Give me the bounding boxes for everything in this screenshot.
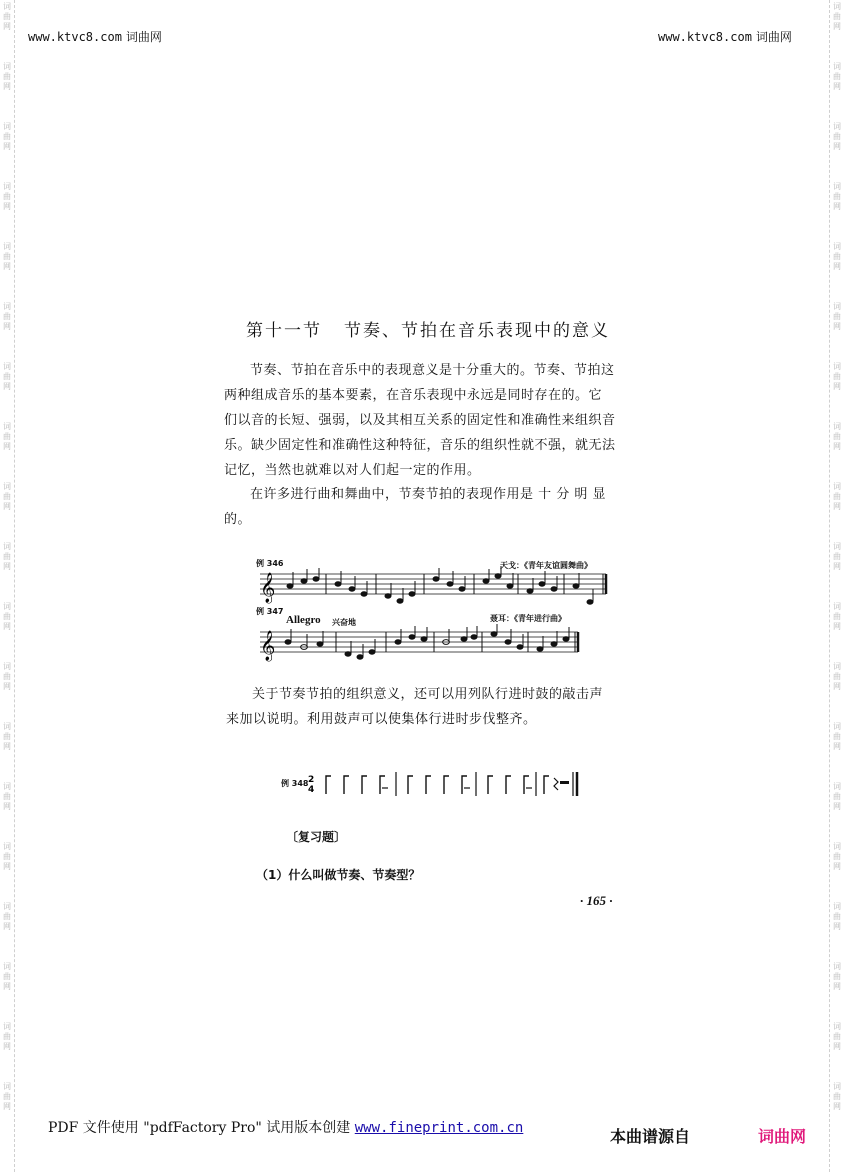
watermark-char: 词	[3, 722, 11, 731]
paragraph-line: 的。	[224, 512, 252, 527]
watermark-char: 词	[833, 902, 841, 911]
watermark-char: 词	[833, 722, 841, 731]
watermark-char: 网	[833, 142, 841, 151]
watermark-char: 曲	[833, 972, 841, 981]
watermark-char: 曲	[833, 852, 841, 861]
watermark-char: 曲	[3, 252, 11, 261]
example-347-tempo-cn: 兴奋地	[332, 618, 356, 627]
example-347-label: 例 347	[256, 607, 284, 616]
watermark-char: 词	[3, 602, 11, 611]
watermark-char: 曲	[833, 612, 841, 621]
header-left	[28, 26, 162, 45]
watermark-char: 曲	[833, 792, 841, 801]
watermark-char: 曲	[833, 192, 841, 201]
header-left-url[interactable]: www.ktvc8.com	[28, 30, 122, 44]
review-item-1: （1）什么叫做节奏、节奏型？	[256, 868, 421, 882]
watermark-char: 网	[833, 562, 841, 571]
paragraph-line: 来加以说明。利用鼓声可以使集体行进时步伐整齐。	[226, 712, 537, 727]
watermark-char: 曲	[833, 72, 841, 81]
watermark-char: 词	[833, 122, 841, 131]
header-left-site: 词曲网	[125, 30, 162, 44]
watermark-char: 网	[3, 322, 11, 331]
watermark-char: 曲	[833, 312, 841, 321]
watermark-char: 词	[833, 422, 841, 431]
watermark-char: 词	[833, 2, 841, 11]
watermark-char: 词	[3, 422, 11, 431]
watermark-char: 曲	[3, 432, 11, 441]
watermark-char: 网	[833, 982, 841, 991]
watermark-char: 词	[3, 542, 11, 551]
watermark-char: 曲	[833, 672, 841, 681]
watermark-char: 曲	[3, 672, 11, 681]
paragraph-1	[224, 358, 616, 483]
left-watermark-rail	[0, 0, 15, 1172]
paragraph-line: 乐。缺少固定性和准确性这种特征，音乐的组织性就不强，就无法	[224, 438, 616, 453]
watermark-char: 网	[833, 682, 841, 691]
watermark-char: 网	[3, 82, 11, 91]
watermark-char: 曲	[833, 732, 841, 741]
watermark-char: 网	[833, 502, 841, 511]
watermark-char: 曲	[3, 72, 11, 81]
paragraph-line: 记忆，当然也就难以对人们起一定的作用。	[224, 463, 481, 478]
watermark-char: 曲	[833, 252, 841, 261]
watermark-char: 曲	[3, 132, 11, 141]
paragraph-3	[226, 682, 603, 732]
watermark-char: 词	[3, 902, 11, 911]
section-heading	[246, 316, 610, 341]
example-347-credit: 聂耳：《青年进行曲》	[490, 614, 566, 623]
watermark-char: 网	[833, 1042, 841, 1051]
watermark-char: 网	[3, 862, 11, 871]
watermark-char: 曲	[3, 12, 11, 21]
watermark-char: 曲	[3, 972, 11, 981]
watermark-char: 网	[3, 802, 11, 811]
header-right-site: 词曲网	[755, 30, 792, 44]
watermark-char: 词	[3, 1082, 11, 1091]
example-348-rhythm	[308, 768, 582, 798]
watermark-char: 网	[3, 22, 11, 31]
watermark-char: 词	[833, 302, 841, 311]
watermark-char: 曲	[3, 312, 11, 321]
source-label: 本曲谱源自	[610, 1127, 691, 1146]
watermark-char: 网	[3, 742, 11, 751]
watermark-char: 词	[833, 962, 841, 971]
watermark-char: 网	[833, 862, 841, 871]
watermark-char: 词	[833, 662, 841, 671]
watermark-char: 词	[833, 62, 841, 71]
watermark-char: 网	[3, 922, 11, 931]
watermark-char: 网	[833, 382, 841, 391]
watermark-char: 曲	[833, 912, 841, 921]
watermark-char: 网	[3, 622, 11, 631]
watermark-char: 曲	[833, 432, 841, 441]
watermark-char: 词	[3, 302, 11, 311]
watermark-char: 网	[3, 382, 11, 391]
watermark-char: 词	[3, 362, 11, 371]
watermark-char: 曲	[3, 1092, 11, 1101]
header-right	[658, 26, 792, 45]
pdf-footer-link[interactable]: www.fineprint.com.cn	[354, 1120, 524, 1136]
watermark-char: 网	[833, 22, 841, 31]
paragraph-line: 两种组成音乐的基本要素，在音乐表现中永远是同时存在的。它	[224, 388, 603, 403]
watermark-char: 曲	[3, 192, 11, 201]
example-346-label: 例 346	[256, 559, 284, 568]
watermark-char: 网	[3, 682, 11, 691]
svg-text:𝄞: 𝄞	[260, 631, 276, 661]
watermark-char: 词	[3, 62, 11, 71]
watermark-char: 词	[3, 962, 11, 971]
watermark-char: 曲	[3, 1032, 11, 1041]
example-348-label: 例 348	[281, 779, 309, 788]
watermark-char: 曲	[833, 552, 841, 561]
watermark-char: 网	[833, 82, 841, 91]
watermark-char: 曲	[3, 852, 11, 861]
watermark-char: 网	[833, 922, 841, 931]
watermark-char: 词	[833, 242, 841, 251]
paragraph-line: 在许多进行曲和舞曲中，节奏节拍的表现作用是 十 分 明 显	[250, 487, 607, 502]
watermark-char: 词	[833, 1022, 841, 1031]
watermark-char: 网	[833, 262, 841, 271]
watermark-char: 网	[833, 202, 841, 211]
watermark-char: 网	[3, 1102, 11, 1111]
watermark-char: 网	[833, 802, 841, 811]
watermark-char: 网	[833, 1102, 841, 1111]
pdf-footer-text: PDF 文件使用 "pdfFactory Pro" 试用版本创建	[48, 1120, 351, 1136]
paragraph-2	[224, 482, 606, 532]
watermark-char: 网	[3, 982, 11, 991]
watermark-char: 词	[833, 542, 841, 551]
watermark-char: 曲	[3, 732, 11, 741]
watermark-char: 词	[3, 662, 11, 671]
watermark-char: 词	[833, 842, 841, 851]
watermark-char: 网	[833, 622, 841, 631]
watermark-char: 词	[833, 182, 841, 191]
watermark-char: 网	[833, 742, 841, 751]
watermark-char: 网	[833, 322, 841, 331]
watermark-char: 曲	[3, 612, 11, 621]
section-title: 节奏、节拍在音乐表现中的意义	[344, 321, 610, 341]
watermark-char: 词	[3, 782, 11, 791]
watermark-char: 曲	[833, 12, 841, 21]
watermark-char: 曲	[3, 912, 11, 921]
svg-text:𝄞: 𝄞	[260, 573, 276, 603]
example-346-credit: 天戈：《青年友谊圆舞曲》	[500, 561, 592, 570]
watermark-char: 词	[833, 482, 841, 491]
header-right-url[interactable]: www.ktvc8.com	[658, 30, 752, 44]
watermark-char: 曲	[833, 132, 841, 141]
watermark-char: 词	[833, 782, 841, 791]
watermark-char: 词	[3, 1022, 11, 1031]
watermark-char: 词	[3, 482, 11, 491]
watermark-char: 曲	[833, 372, 841, 381]
watermark-char: 网	[3, 562, 11, 571]
watermark-char: 网	[3, 142, 11, 151]
example-347-staff	[256, 624, 586, 662]
watermark-char: 曲	[3, 372, 11, 381]
watermark-char: 曲	[3, 492, 11, 501]
watermark-char: 曲	[833, 1032, 841, 1041]
watermark-char: 词	[833, 362, 841, 371]
example-346-staff	[256, 566, 612, 606]
watermark-char: 网	[3, 442, 11, 451]
right-watermark-rail	[829, 0, 844, 1172]
watermark-char: 网	[833, 442, 841, 451]
paragraph-line: 节奏、节拍在音乐中的表现意义是十分重大的。节奏、节拍这	[250, 363, 615, 378]
pdf-footer	[48, 1117, 523, 1137]
watermark-char: 网	[3, 1042, 11, 1051]
watermark-char: 词	[3, 182, 11, 191]
watermark-char: 曲	[3, 792, 11, 801]
watermark-char: 词	[833, 1082, 841, 1091]
watermark-char: 曲	[3, 552, 11, 561]
watermark-char: 词	[3, 842, 11, 851]
watermark-char: 曲	[833, 1092, 841, 1101]
watermark-char: 网	[3, 502, 11, 511]
watermark-char: 曲	[833, 492, 841, 501]
watermark-char: 词	[3, 242, 11, 251]
section-number: 第十一节	[246, 321, 322, 341]
page-number: · 165 ·	[580, 893, 613, 908]
paragraph-line: 关于节奏节拍的组织意义，还可以用列队行进时鼓的敲击声	[252, 687, 604, 702]
review-title: 〔复习题〕	[286, 830, 347, 844]
svg-text:2: 2	[308, 775, 315, 785]
brand-logo[interactable]: 词曲网	[758, 1127, 807, 1146]
watermark-char: 词	[833, 602, 841, 611]
example-347-tempo: Allegro	[286, 614, 321, 626]
watermark-char: 网	[3, 262, 11, 271]
watermark-char: 词	[3, 122, 11, 131]
watermark-char: 词	[3, 2, 11, 11]
svg-text:4: 4	[308, 785, 315, 795]
watermark-char: 网	[3, 202, 11, 211]
paragraph-line: 们以音的长短、强弱，以及其相互关系的固定性和准确性来组织音	[224, 413, 616, 428]
